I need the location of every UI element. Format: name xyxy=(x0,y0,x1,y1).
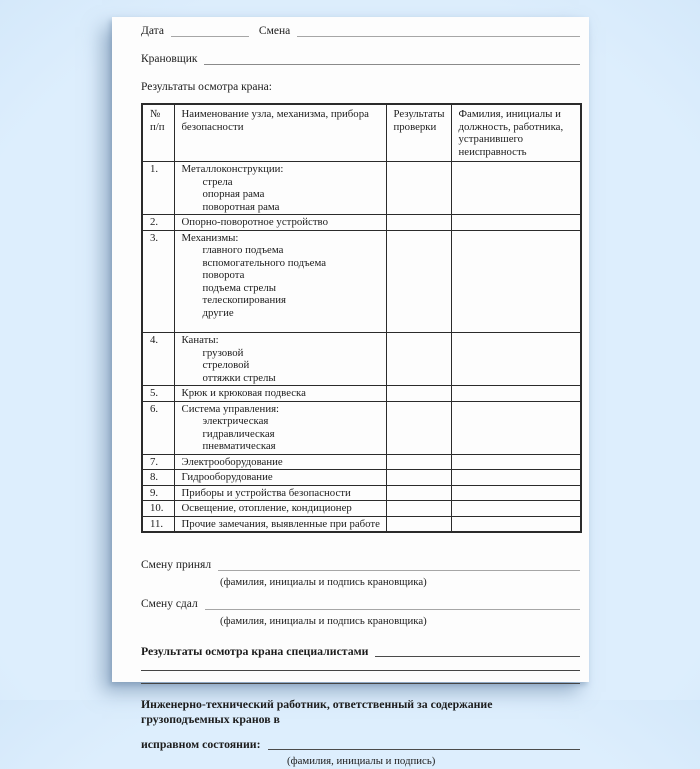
row-item-name: Система управления: электрическая гидравлическая пневматическая xyxy=(174,401,386,454)
specialists-fill-line-3 xyxy=(141,671,580,684)
table-row xyxy=(142,215,581,231)
specialists-row xyxy=(141,644,580,659)
header-check-result: Результаты проверки xyxy=(386,104,451,162)
row-number: 11. xyxy=(142,516,174,532)
engineer-fill-line xyxy=(268,738,580,750)
table-row xyxy=(142,470,581,486)
row-item-name: Опорно-поворотное устройство xyxy=(174,215,386,231)
row-fixer-cell xyxy=(451,470,581,486)
table-row xyxy=(142,485,581,501)
row-number: 8. xyxy=(142,470,174,486)
table-row xyxy=(142,230,581,333)
row-check-result-cell xyxy=(386,386,451,402)
row-fixer-cell xyxy=(451,230,581,333)
shift-received-fill-line xyxy=(218,559,580,571)
row-number: 2. xyxy=(142,215,174,231)
table-row xyxy=(142,401,581,454)
header-item-name: Наименование узла, механизма, прибора безопасности xyxy=(174,104,386,162)
row-fixer-cell xyxy=(451,162,581,215)
row-number: 5. xyxy=(142,386,174,402)
specialists-fill-line xyxy=(375,645,580,657)
row-fixer-cell xyxy=(451,401,581,454)
row-check-result-cell xyxy=(386,230,451,333)
specialists-fill-line-2 xyxy=(141,659,580,671)
row-fixer-cell xyxy=(451,386,581,402)
document-page xyxy=(112,17,589,767)
shift-received-caption: (фамилия, инициалы и подпись крановщика) xyxy=(220,576,427,588)
inspection-table-body xyxy=(142,162,581,533)
shift-label: Смена xyxy=(258,25,291,37)
header-fixer: Фамилия, инициалы и должность, работника, устранившего неисправность xyxy=(451,104,581,162)
shift-handed-label: Смену сдал xyxy=(141,598,198,610)
table-header-row xyxy=(142,104,581,162)
row-item-name: Освещение, отопление, кондиционер xyxy=(174,501,386,517)
table-row xyxy=(142,516,581,532)
row-item-name: Гидрооборудование xyxy=(174,470,386,486)
section-title: Результаты осмотра крана: xyxy=(141,81,272,93)
table-row xyxy=(142,501,581,517)
inspection-table xyxy=(141,103,582,533)
row-fixer-cell xyxy=(451,485,581,501)
specialists-label: Результаты осмотра крана специалистами xyxy=(141,644,369,658)
table-row xyxy=(142,454,581,470)
row-check-result-cell xyxy=(386,501,451,517)
row-check-result-cell xyxy=(386,401,451,454)
row-number: 6. xyxy=(142,401,174,454)
row-check-result-cell xyxy=(386,454,451,470)
row-number: 4. xyxy=(142,333,174,386)
shift-received-row xyxy=(141,558,580,573)
row-check-result-cell xyxy=(386,516,451,532)
engineer-sign-row xyxy=(141,737,580,752)
row-item-name: Прочие замечания, выявленные при работе xyxy=(174,516,386,532)
date-label: Дата xyxy=(141,25,164,37)
operator-label: Крановщик xyxy=(141,53,198,65)
operator-fill-line xyxy=(204,53,580,65)
engineer-label: исправном состоянии: xyxy=(141,737,261,751)
row-item-name: Металлоконструкции: стрела опорная рама поворотная рама xyxy=(174,162,386,215)
row-number: 1. xyxy=(142,162,174,215)
engineer-paragraph: Инженерно-технический работник, ответственный за содержание грузоподъемных кранов в xyxy=(141,697,493,726)
shift-handed-row xyxy=(141,597,580,612)
row-number: 9. xyxy=(142,485,174,501)
row-number: 7. xyxy=(142,454,174,470)
date-fill-line xyxy=(171,25,249,37)
shift-fill-line xyxy=(297,25,580,37)
shift-handed-caption: (фамилия, инициалы и подпись крановщика) xyxy=(220,615,427,627)
document-content xyxy=(112,17,589,767)
row-check-result-cell xyxy=(386,470,451,486)
row-fixer-cell xyxy=(451,454,581,470)
row-check-result-cell xyxy=(386,162,451,215)
row-item-name: Электрооборудование xyxy=(174,454,386,470)
row-number: 10. xyxy=(142,501,174,517)
row-item-name: Приборы и устройства безопасности xyxy=(174,485,386,501)
table-row xyxy=(142,386,581,402)
table-row xyxy=(142,333,581,386)
table-row xyxy=(142,162,581,215)
row-item-name: Механизмы: главного подъема вспомогательного подъема поворота подъема стрелы телескопирования другие xyxy=(174,230,386,333)
date-shift-row xyxy=(141,24,580,39)
row-item-name: Крюк и крюковая подвеска xyxy=(174,386,386,402)
row-check-result-cell xyxy=(386,333,451,386)
row-number: 3. xyxy=(142,230,174,333)
row-fixer-cell xyxy=(451,501,581,517)
row-fixer-cell xyxy=(451,516,581,532)
row-fixer-cell xyxy=(451,215,581,231)
row-item-name: Канаты: грузовой стреловой оттяжки стрелы xyxy=(174,333,386,386)
engineer-caption: (фамилия, инициалы и подпись) xyxy=(287,755,436,767)
row-check-result-cell xyxy=(386,485,451,501)
header-number: № п/п xyxy=(142,104,174,162)
row-fixer-cell xyxy=(451,333,581,386)
operator-row xyxy=(141,52,580,67)
shift-received-label: Смену принял xyxy=(141,559,212,571)
row-check-result-cell xyxy=(386,215,451,231)
shift-handed-fill-line xyxy=(205,598,580,610)
